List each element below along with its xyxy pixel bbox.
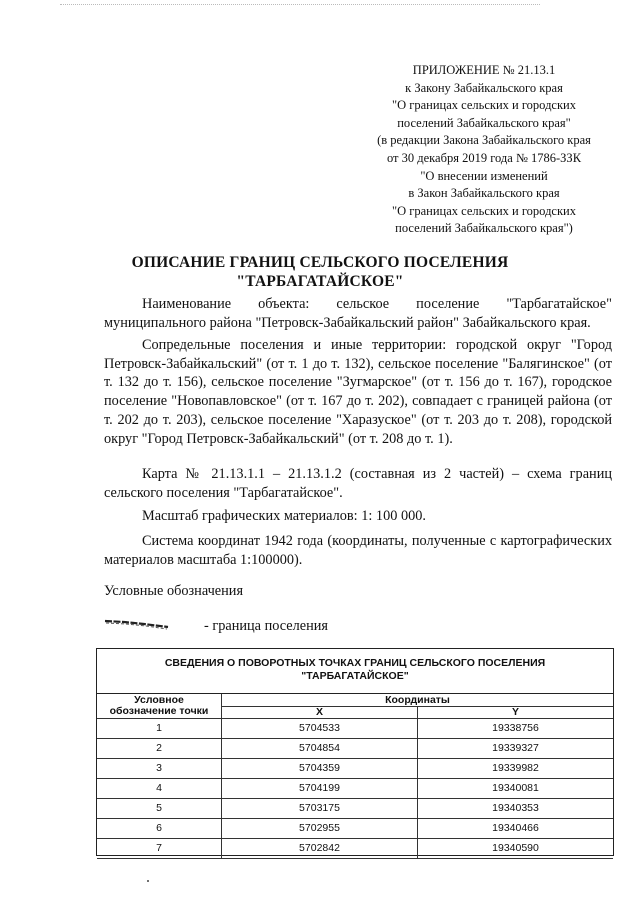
point-y: 19339982 [418,759,614,779]
appendix-line: от 30 декабря 2019 года № 1786-ЗЗК [386,150,582,165]
appendix-line: в Закон Забайкальского края [408,186,560,201]
coordinate-system-paragraph [104,532,612,569]
column-header-point-line-1: Условное [134,694,184,706]
appendix-header [350,62,618,238]
object-name-paragraph [104,295,612,332]
point-x: 5704199 [222,779,418,799]
document-title [100,253,540,291]
table-row [97,719,613,739]
appendix-line: "О границах сельских и городских [392,98,576,113]
point-y: 19340081 [418,779,614,799]
coordinate-system-text: Система координат 1942 года (координаты, полученные с картографических материалов масштаба 1:100000). [104,533,612,568]
column-header-point [97,694,222,719]
point-x: 5703175 [222,799,418,819]
column-header-coordinates: Координаты [222,694,614,707]
column-header-x: X [222,707,418,719]
table-row [97,739,613,759]
appendix-line: "О внесении изменений [420,168,548,183]
appendix-line: поселений Забайкальского края" [397,115,571,130]
map-paragraph [104,465,612,502]
adjacent-territories-paragraph [104,336,612,448]
table-caption-line-2: "ТАРБАГАТАЙСКОЕ" [301,670,409,682]
object-name-text: Наименование объекта: сельское поселение "Тарбагатайское" муниципального района "Петровск-Забайкальский район" Забайкальского края. [104,296,612,331]
boundary-label: - граница поселения [204,618,328,634]
point-number: 3 [97,759,222,779]
point-x: 5704854 [222,739,418,759]
legend-title: Условные обозначения [104,583,244,599]
table-row [97,799,613,819]
point-y: 19339327 [418,739,614,759]
points-table [97,694,613,859]
table-row [97,839,613,859]
table-row [97,819,613,839]
point-number: 2 [97,739,222,759]
map-text: Карта № 21.13.1.1 – 21.13.1.2 (составная из 2 частей) – схема границ сельского поселения "Тарбагатайское". [104,466,612,501]
scan-speck [147,880,149,882]
scan-top-edge [60,0,540,5]
table-caption [97,649,613,694]
table-row [97,759,613,779]
column-header-point-line-2: обозначение точки [109,705,209,717]
legend-row [104,614,524,638]
column-header-y: Y [418,707,614,719]
title-line-1: ОПИСАНИЕ ГРАНИЦ СЕЛЬСКОГО ПОСЕЛЕНИЯ [131,254,509,271]
scale-text: Масштаб графических материалов: 1: 100 000. [142,508,426,524]
appendix-line: поселений Забайкальского края") [395,221,573,236]
appendix-line: к Закону Забайкальского края [405,80,563,95]
point-x: 5702842 [222,839,418,859]
point-x: 5704533 [222,719,418,739]
point-y: 19338756 [418,719,614,739]
point-y: 19340590 [418,839,614,859]
point-number: 6 [97,819,222,839]
boundary-line-icon [104,618,170,630]
point-y: 19340353 [418,799,614,819]
scale-paragraph [104,507,612,526]
appendix-line: ПРИЛОЖЕНИЕ № 21.13.1 [412,63,556,77]
point-x: 5704359 [222,759,418,779]
point-y: 19340466 [418,819,614,839]
adjacent-territories-text: Сопредельные поселения и иные территории: городской округ "Город Петровск-Забайкальский" (от т. 1 до т. 132), сельское поселение "Балягинское" (от т. 132 до т. 156), сельское поселение "Зугмарское" (от т. 156 до т. 167), городское поселение "Новопавловское" (от т. 167 до т. 202), совпадает с границей района (от т. 202 до т. 203), сельское поселение "Харазуское" (от т. 203 до т. 208), городской округ "Город Петровск-Забайкальский" (от т. 208 до т. 1). [104,337,612,447]
point-number: 7 [97,839,222,859]
point-number: 1 [97,719,222,739]
points-table-container [96,648,614,856]
title-line-2: "ТАРБАГАТАЙСКОЕ" [236,273,404,290]
appendix-line: "О границах сельских и городских [392,203,576,218]
point-number: 4 [97,779,222,799]
point-x: 5702955 [222,819,418,839]
table-row [97,779,613,799]
table-caption-line-1: СВЕДЕНИЯ О ПОВОРОТНЫХ ТОЧКАХ ГРАНИЦ СЕЛЬСКОГО ПОСЕЛЕНИЯ [164,657,546,669]
point-number: 5 [97,799,222,819]
appendix-line: (в редакции Закона Забайкальского края [377,133,591,148]
